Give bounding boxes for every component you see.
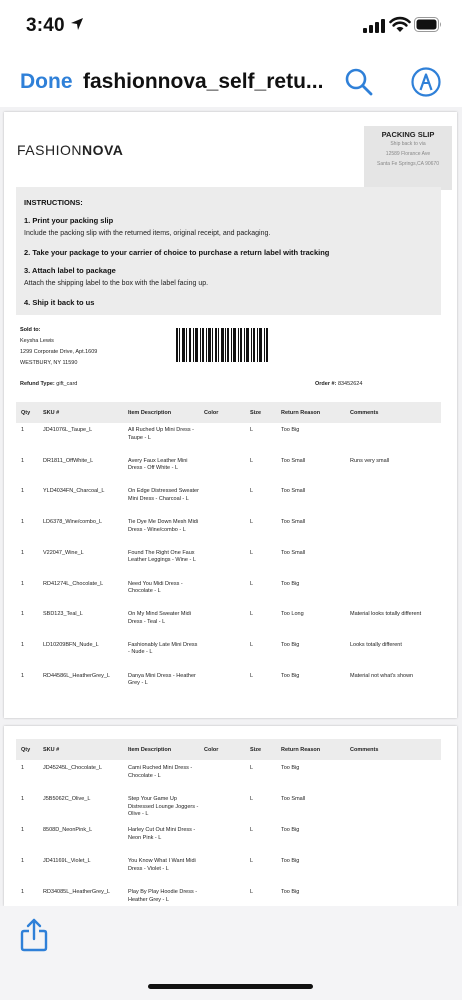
row-sku: 8508D_NeonPink_L bbox=[43, 827, 93, 833]
row-sku: J5B5062C_Olive_L bbox=[43, 796, 91, 802]
status-bar bbox=[0, 0, 462, 50]
row-sku: RD41274L_Chocolate_L bbox=[43, 580, 104, 587]
row-description: On Edge Distressed Sweater Mini Dress - Charcoal - L bbox=[128, 488, 199, 502]
barcode bbox=[176, 328, 268, 362]
table-header bbox=[16, 402, 441, 423]
row-size: L bbox=[250, 889, 254, 895]
col-return-reason: Return Reason bbox=[281, 747, 321, 753]
row-description: Cami Ruched Mini Dress - Chocolate - L bbox=[128, 765, 193, 779]
customer-address: 1299 Corporate Drive, Apt.1609 bbox=[20, 349, 98, 355]
table-row bbox=[16, 611, 441, 641]
row-description: Danya Mini Dress - Heather Grey - L bbox=[128, 672, 196, 687]
row-size: L bbox=[250, 796, 254, 802]
row-qty: 1 bbox=[21, 889, 25, 895]
location-arrow-icon bbox=[70, 17, 84, 31]
row-qty: 1 bbox=[21, 488, 25, 495]
row-return-reason: Too Small bbox=[281, 549, 306, 556]
col-size: Size bbox=[250, 747, 262, 753]
row-description: Need You Midi Dress - Chocolate - L bbox=[128, 580, 183, 594]
row-sku: LD6378_Wine/combo_L bbox=[43, 519, 103, 526]
col-qty: Qty bbox=[21, 747, 31, 753]
share-icon[interactable] bbox=[20, 918, 48, 952]
row-description: All Ruched Up Mini Dress - Taupe - L bbox=[128, 427, 195, 441]
wifi-icon bbox=[389, 16, 411, 33]
row-size: L bbox=[250, 457, 254, 464]
row-qty: 1 bbox=[21, 672, 25, 679]
row-size: L bbox=[250, 858, 254, 864]
customer-city: WESTBURY, NY 11590 bbox=[20, 360, 78, 366]
row-qty: 1 bbox=[21, 765, 25, 771]
home-indicator bbox=[148, 984, 313, 989]
row-sku: YLD4034FN_Charcoal_L bbox=[43, 488, 105, 495]
col-description: Item Description bbox=[128, 747, 172, 753]
row-description: Found The Right One Faux Leather Leggings - Wine - L bbox=[128, 549, 196, 564]
row-sku: JD41076L_Taupe_L bbox=[43, 427, 93, 433]
row-comments: Runs very small bbox=[350, 457, 390, 464]
refund-type: Refund Type: gift_card bbox=[20, 381, 78, 387]
packing-slip-title: PACKING SLIP bbox=[381, 130, 435, 139]
row-size: L bbox=[250, 765, 254, 771]
instructions-box bbox=[16, 187, 441, 315]
fashionnova-logo: FASHIONNOVA bbox=[17, 142, 124, 158]
row-description: Harley Cut Out Mini Dress - Neon Pink - L bbox=[128, 827, 196, 841]
cellular-signal-icon bbox=[363, 19, 385, 33]
row-comments: Looks totally different bbox=[350, 641, 402, 648]
row-qty: 1 bbox=[21, 519, 25, 526]
status-time: 3:40 bbox=[26, 15, 65, 36]
col-color: Color bbox=[204, 410, 219, 416]
col-sku: SKU # bbox=[43, 410, 60, 416]
row-size: L bbox=[250, 549, 254, 556]
row-sku: SBD123_Teal_L bbox=[43, 611, 83, 618]
row-description: Step Your Game Up Distressed Lounge Joggers - Olive - L bbox=[128, 796, 199, 817]
row-size: L bbox=[250, 580, 254, 587]
document-page-1[interactable] bbox=[4, 112, 457, 718]
row-sku: LD10209BFN_Nude_L bbox=[43, 641, 99, 648]
row-size: L bbox=[250, 641, 254, 648]
row-qty: 1 bbox=[21, 549, 25, 556]
table-row bbox=[16, 765, 441, 795]
row-size: L bbox=[250, 672, 254, 679]
row-return-reason: Too Small bbox=[281, 519, 306, 526]
table-row bbox=[16, 858, 441, 888]
row-qty: 1 bbox=[21, 641, 25, 648]
return-address-line2: Santa Fe Springs,CA 90670 bbox=[377, 161, 439, 167]
row-return-reason: Too Small bbox=[281, 488, 306, 495]
row-return-reason: Too Big bbox=[281, 765, 300, 771]
row-size: L bbox=[250, 827, 254, 833]
row-qty: 1 bbox=[21, 858, 25, 864]
row-sku: JD41169L_Violet_L bbox=[43, 858, 91, 864]
row-return-reason: Too Big bbox=[281, 427, 300, 433]
row-sku: DR1811_OffWhite_L bbox=[43, 457, 94, 464]
row-description: Tie Dye Me Down Mesh Midi Dress - Wine/combo - L bbox=[128, 519, 199, 533]
step2-title: 2. Take your package to your carrier of choice to purchase a return label with tracking bbox=[24, 248, 330, 257]
row-sku: JD45245L_Chocolate_L bbox=[43, 765, 103, 771]
sold-to-label: Sold to: bbox=[20, 327, 41, 333]
row-return-reason: Too Small bbox=[281, 457, 306, 464]
step3-text: Attach the shipping label to the box with the label facing up. bbox=[24, 280, 209, 287]
row-description: You Know What I Want Midi Dress - Violet - L bbox=[128, 858, 196, 872]
step1-text: Include the packing slip with the returned items, original receipt, and packaging. bbox=[24, 230, 271, 237]
row-qty: 1 bbox=[21, 611, 25, 618]
row-qty: 1 bbox=[21, 427, 25, 433]
row-description: Avery Faux Leather Mini Dress - Off White - L bbox=[128, 457, 188, 472]
row-return-reason: Too Long bbox=[281, 611, 304, 618]
row-sku: V22047_Wine_L bbox=[43, 549, 84, 556]
table-row bbox=[16, 550, 441, 580]
table-row bbox=[16, 827, 441, 857]
row-return-reason: Too Small bbox=[281, 796, 306, 802]
col-description: Item Description bbox=[128, 410, 172, 416]
col-qty: Qty bbox=[21, 410, 31, 416]
step4-title: 4. Ship it back to us bbox=[24, 298, 95, 307]
row-size: L bbox=[250, 611, 254, 618]
table-row bbox=[16, 889, 441, 906]
row-return-reason: Too Big bbox=[281, 889, 300, 895]
row-return-reason: Too Big bbox=[281, 641, 300, 648]
search-icon[interactable] bbox=[343, 66, 375, 98]
step3-title: 3. Attach label to package bbox=[24, 266, 116, 275]
col-color: Color bbox=[204, 747, 219, 753]
row-comments: Material not what's shown bbox=[350, 672, 414, 679]
document-page-2[interactable] bbox=[4, 726, 457, 906]
document-title: fashionnova_self_retu... bbox=[83, 70, 324, 93]
table-row bbox=[16, 458, 441, 488]
table-header bbox=[16, 739, 441, 760]
row-return-reason: Too Big bbox=[281, 672, 300, 679]
row-sku: RD44586L_HeatherGrey_L bbox=[43, 672, 110, 679]
col-sku: SKU # bbox=[43, 747, 60, 753]
row-comments: Material looks totally different bbox=[350, 611, 422, 618]
table-row bbox=[16, 673, 441, 703]
packing-slip-box bbox=[364, 126, 452, 190]
table-row bbox=[16, 488, 441, 518]
row-return-reason: Too Big bbox=[281, 827, 300, 833]
done-button[interactable]: Done bbox=[20, 70, 73, 93]
table-row bbox=[16, 581, 441, 611]
row-description: Fashionably Late Mini Dress - Nude - L bbox=[128, 641, 198, 656]
col-size: Size bbox=[250, 410, 262, 416]
return-address-line1: 12589 Florance Ave bbox=[385, 151, 431, 157]
row-size: L bbox=[250, 519, 254, 526]
row-size: L bbox=[250, 488, 254, 495]
table-row bbox=[16, 519, 441, 549]
col-return-reason: Return Reason bbox=[281, 410, 321, 416]
row-size: L bbox=[250, 427, 254, 433]
row-sku: RD34085L_HeatherGrey_L bbox=[43, 889, 110, 895]
customer-name: Keysha Lewis bbox=[20, 338, 54, 344]
row-return-reason: Too Big bbox=[281, 858, 300, 864]
step1-title: 1. Print your packing slip bbox=[24, 216, 114, 225]
col-comments: Comments bbox=[350, 410, 379, 416]
table-row bbox=[16, 796, 441, 826]
row-description: Play By Play Hoodie Dress - Heather Grey - L bbox=[128, 889, 198, 903]
row-return-reason: Too Big bbox=[281, 580, 300, 587]
ship-back-label: Ship back to via bbox=[390, 141, 426, 147]
battery-icon bbox=[414, 17, 442, 32]
instructions-heading: INSTRUCTIONS: bbox=[24, 198, 83, 207]
row-qty: 1 bbox=[21, 580, 25, 587]
row-description: On My Mind Sweater Midi Dress - Teal - L bbox=[128, 611, 191, 625]
table-row bbox=[16, 642, 441, 672]
row-qty: 1 bbox=[21, 796, 25, 802]
markup-pen-icon[interactable] bbox=[410, 66, 442, 98]
col-comments: Comments bbox=[350, 747, 379, 753]
row-qty: 1 bbox=[21, 457, 25, 464]
order-number: Order #: 83452624 bbox=[315, 381, 363, 387]
row-qty: 1 bbox=[21, 827, 25, 833]
table-row bbox=[16, 427, 441, 457]
